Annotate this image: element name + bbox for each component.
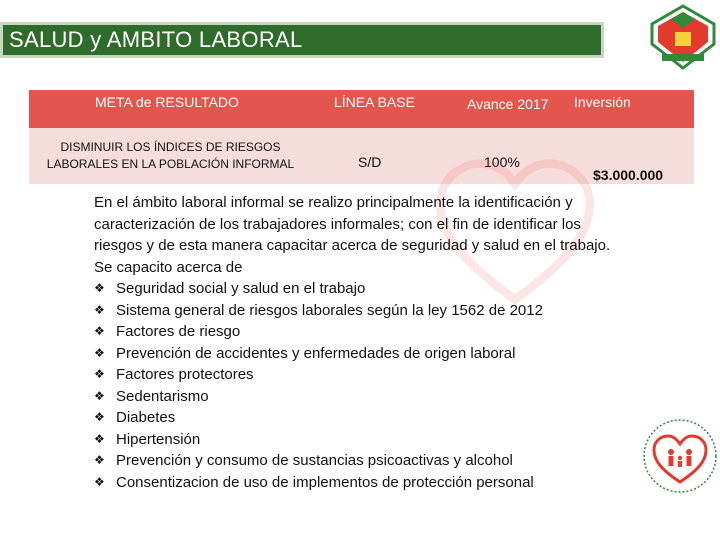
list-item-label: Hipertensión (116, 430, 201, 448)
list-item (94, 450, 634, 472)
page-title: SALUD y AMBITO LABORAL (9, 27, 303, 52)
diamond-bullet-icon: ❖ (94, 281, 105, 295)
description-paragraph: En el ámbito laboral informal se realizo principalmente la identificación y caracterización de los trabajadores informales; con el fin de identificar los riesgos y de esta manera capacitar acerca de seguridad y salud en el trabajo. Se capacito acerca de (94, 194, 611, 276)
list-item (94, 472, 634, 494)
list-item (94, 278, 634, 300)
table-header-row (29, 90, 694, 128)
list-item-label: Sistema general de riesgos laborales según la ley 1562 de 2012 (116, 301, 543, 319)
diamond-bullet-icon: ❖ (94, 474, 105, 489)
list-item (94, 429, 634, 451)
list-item-label: Seguridad social y salud en el trabajo (116, 280, 366, 297)
diamond-bullet-icon: ❖ (94, 302, 105, 317)
list-item (94, 300, 634, 322)
diamond-bullet-icon: ❖ (94, 431, 105, 446)
list-item (94, 343, 634, 365)
list-item-label: Sedentarismo (116, 387, 209, 405)
column-header-linea-base: LÍNEA BASE (334, 94, 415, 110)
list-item (94, 321, 634, 343)
topics-list (94, 278, 634, 493)
diamond-bullet-icon: ❖ (94, 345, 105, 360)
list-item-label: Consentizacion de uso de implementos de protección personal (116, 473, 534, 491)
list-item (94, 407, 634, 429)
cell-meta: DISMINUIR LOS ÍNDICES DE RIESGOS LABORALES EN LA POBLACIÓN INFORMAL (46, 140, 295, 171)
list-item (94, 364, 634, 386)
column-header-avance: Avance 2017 (467, 96, 549, 112)
cell-avance: 100% (484, 154, 520, 170)
column-header-meta: META de RESULTADO (95, 94, 239, 110)
list-item-label: Diabetes (116, 409, 176, 426)
column-header-inversion: Inversión (574, 94, 631, 110)
list-item (94, 386, 634, 408)
family-heart-logo-icon (640, 416, 720, 496)
diamond-bullet-icon: ❖ (94, 410, 105, 424)
list-item-label: Factores de riesgo (116, 323, 241, 340)
list-item-label: Prevención y consumo de sustancias psicoactivas y alcohol (116, 452, 513, 469)
diamond-bullet-icon: ❖ (94, 453, 105, 467)
cell-linea-base: S/D (358, 154, 382, 170)
municipality-shield-icon (648, 4, 718, 70)
diamond-bullet-icon: ❖ (94, 324, 105, 338)
list-item-label: Factores protectores (116, 366, 254, 383)
diamond-bullet-icon: ❖ (94, 388, 105, 403)
page-title-bar (0, 22, 604, 58)
list-item-label: Prevención de accidentes y enfermedades de origen laboral (116, 344, 516, 362)
cell-inversion: $3.000.000 (593, 167, 664, 183)
diamond-bullet-icon: ❖ (94, 367, 105, 381)
